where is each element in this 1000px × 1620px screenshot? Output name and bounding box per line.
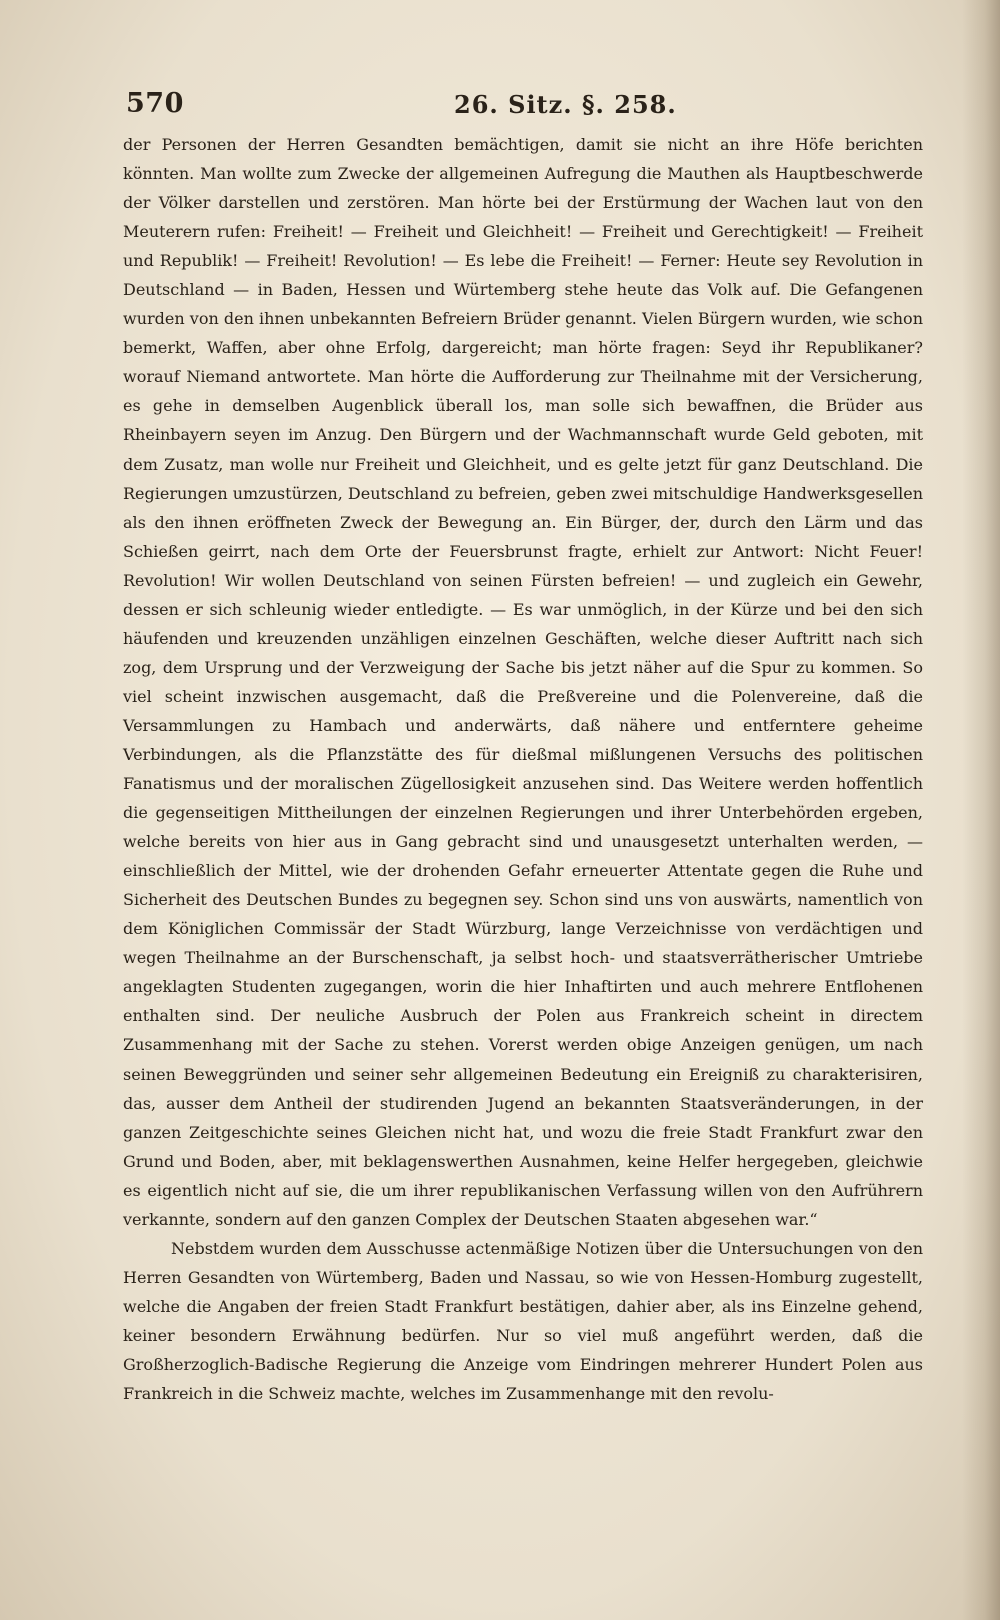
paragraph-nebstdem: Nebstdem wurden dem Ausschusse actenmäßige Notizen über die Untersuchungen von den Herren Gesandten von Würtemberg, Baden und Nassau, so wie von Hessen-Homburg zugestellt, welche die Angaben der freien Stadt Frankfurt bestätigen, dahier aber, als ins Einzelne gehend, keiner besondern Erwähnung bedürfen. Nur so viel muß angeführt werden, daß die Großherzoglich-Badische Regierung die Anzeige vom Eindringen mehrerer Hundert Polen aus Frankreich in die Schweiz machte, welches im Zusammenhange mit den revolu- [123, 1238, 923, 1404]
paragraph-continued: der Personen der Herren Gesandten bemächtigen, damit sie nicht an ihre Höfe berichten könnten. Man wollte zum Zwecke der allgemeinen Aufregung die Mauthen als Hauptbeschwerde der Völker darstellen und zerstören. Man hörte bei der Erstürmung der Wachen laut von den Meuterern rufen: Freiheit! — Freiheit und Gleichheit! — Freiheit und Gerechtigkeit! — Freiheit und Republik! — Freiheit! Revolution! — Es lebe die Freiheit! — Ferner: Heute sey Revolution in Deutschland — in Baden, Hessen und Würtemberg stehe heute das Volk auf. Die Gefangenen wurden von den ihnen unbekannten Befreiern Brüder genannt. Vielen Bürgern wurden, wie schon bemerkt, Waffen, aber ohne Erfolg, dargereicht; man hörte fragen: Seyd ihr Republikaner? worauf Niemand antwortete. Man hörte die Aufforderung zur Theilnahme mit der Versicherung, es gehe in demselben Augenblick überall los, man solle sich bewaffnen, die Brüder aus Rheinbayern seyen im Anzug. Den Bürgern und der Wachmannschaft wurde Geld geboten, mit dem Zusatz, man wolle nur Freiheit und Gleichheit, und es gelte jetzt für ganz Deutschland. Die Regierungen umzustürzen, Deutschland zu befreien, geben zwei mitschuldige Handwerksgesellen als den ihnen eröffneten Zweck der Bewegung an. Ein Bürger, der, durch den Lärm und das Schießen geirrt, nach dem Orte der Feuersbrunst fragte, erhielt zur Antwort: Nicht Feuer! Revolution! Wir wollen Deutschland von seinen Fürsten befreien! — und zugleich ein Gewehr, dessen er sich schleunig wieder entledigte. — Es war unmöglich, in der Kürze und bei den sich häufenden und kreuzenden unzähligen einzelnen Geschäften, welche dieser Auftritt nach sich zog, dem Ursprung und der Verzweigung der Sache bis jetzt näher auf die Spur zu kommen. So viel scheint inzwischen ausgemacht, daß die Preßvereine und die Polenvereine, daß die Versammlungen zu Hambach und anderwärts, daß nähere und entferntere geheime Verbindungen, als die Pflanzstätte des für dießmal mißlungenen Versuchs des politischen Fanatismus und der moralischen Zügellosigkeit anzusehen sind. Das Weitere werden hoffentlich die gegenseitigen Mittheilungen der einzelnen Regierungen und ihrer Unterbehörden ergeben, welche bereits von hier aus in Gang gebracht sind und unausgesetzt unterhalten werden, — einschließlich der Mittel, wie der drohenden Gefahr erneuerter Attentate gegen die Ruhe und Sicherheit des Deutschen Bundes zu begegnen sey. Schon sind uns von auswärts, namentlich von dem Königlichen Commissär der Stadt Würzburg, lange Verzeichnisse von verdächtigen und wegen Theilnahme an der Burschenschaft, ja selbst hoch- und staatsverrätherischer Umtriebe angeklagten Studenten zugegangen, worin die hier Inhaftirten und auch mehrere Entflohenen enthalten sind. Der neuliche Ausbruch der Polen aus Frankreich scheint in directem Zusammenhang mit der Sache zu stehen. Vorerst werden obige Anzeigen genügen, um nach seinen Beweggründen und seiner sehr allgemeinen Bedeutung ein Ereigniß zu charakterisiren, das, ausser dem Antheil der studirenden Jugend an bekannten Staatsveränderungen, in der ganzen Zeitgeschichte seines Gleichen nicht hat, und wozu die freie Stadt Frankfurt zwar den Grund und Boden, aber, mit beklagenswerthen Ausnahmen, keine Helfer hergegeben, gleichwie es eigentlich nicht auf sie, die um ihrer republikanischen Verfassung willen von den Aufrührern verkannte, sondern auf den ganzen Complex der Deutschen Staaten abgesehen war.“ [123, 135, 923, 1229]
page-header [126, 88, 892, 124]
running-head: 26. Sitz. §. 258. [454, 90, 677, 119]
page-number: 570 [126, 88, 184, 119]
body-text [123, 130, 923, 1408]
